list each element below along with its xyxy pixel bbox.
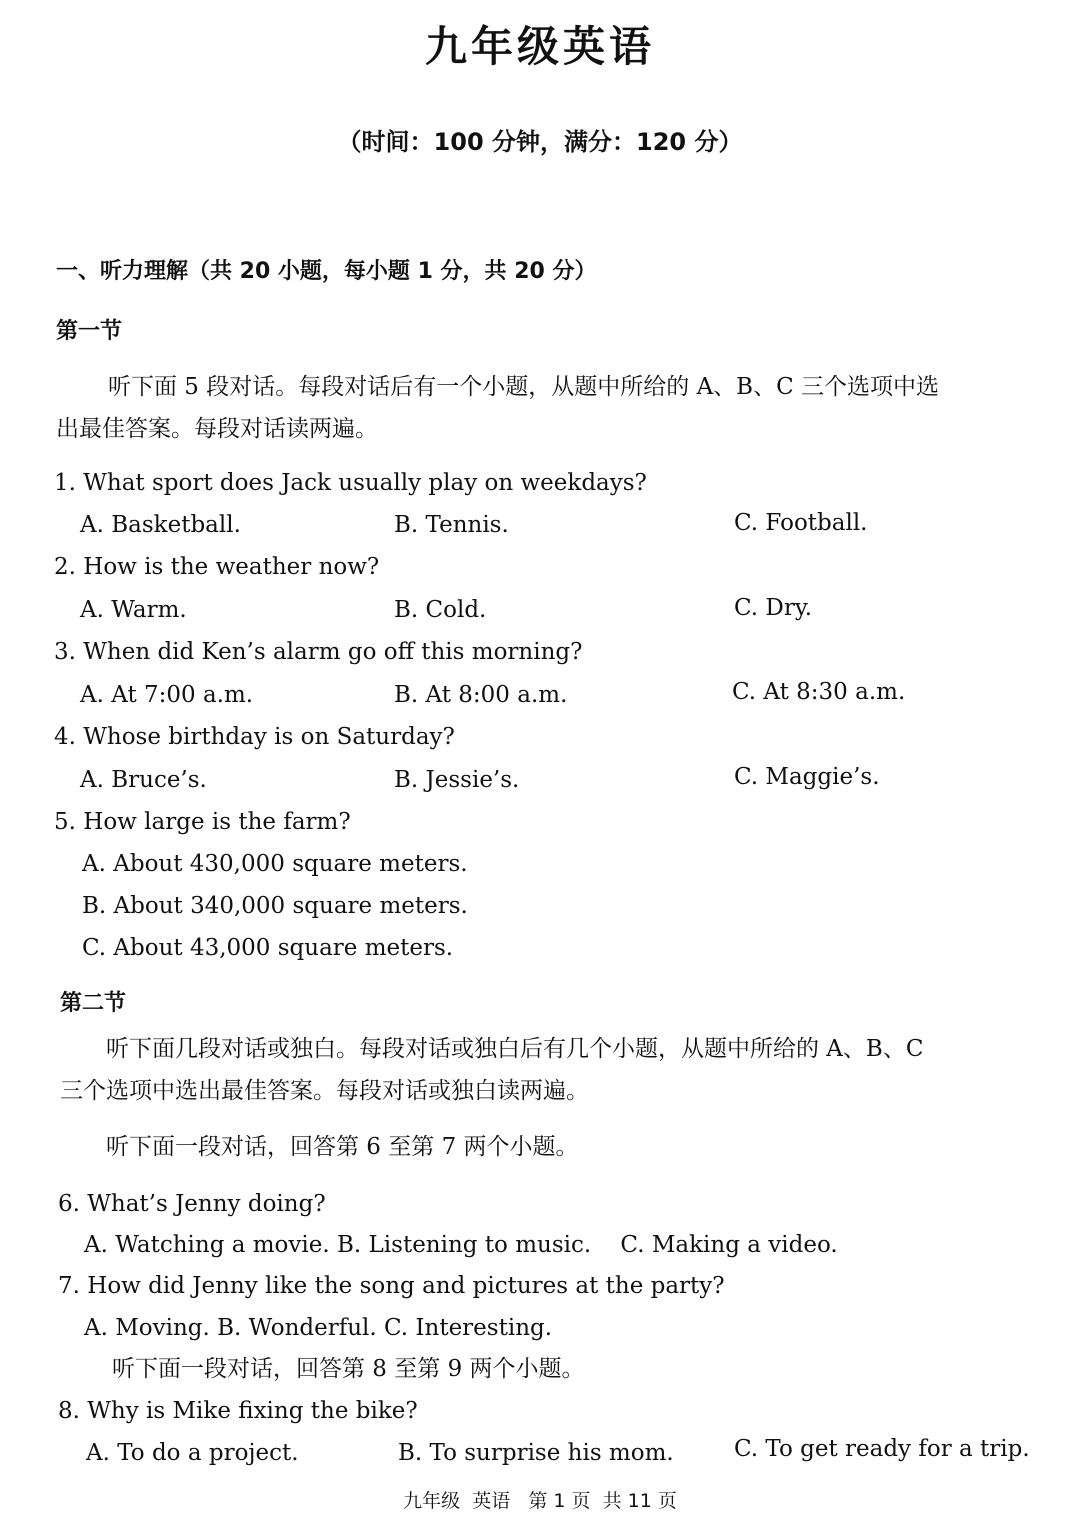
question-4-option-c: C. Maggie’s. <box>734 764 880 790</box>
question-8-option-a: A. To do a project. <box>86 1440 299 1466</box>
question-3: 3. When did Ken’s alarm go off this morning? <box>54 639 583 665</box>
dialogue-note-questions-8-9: 听下面一段对话，回答第 8 至第 9 两个小题。 <box>112 1356 585 1382</box>
page-footer: 九年级 英语 第 1 页 共 11 页 <box>403 1490 677 1512</box>
dialogue-note-questions-6-7: 听下面一段对话，回答第 6 至第 7 两个小题。 <box>106 1134 579 1160</box>
question-1-option-c: C. Football. <box>734 510 868 536</box>
section2-instruction-line1: 听下面几段对话或独白。每段对话或独白后有几个小题，从题中所给的 A、B、C <box>106 1036 924 1062</box>
question-4: 4. Whose birthday is on Saturday? <box>54 724 455 750</box>
question-8: 8. Why is Mike fixing the bike? <box>58 1398 418 1424</box>
section1-instruction-line1: 听下面 5 段对话。每段对话后有一个小题，从题中所给的 A、B、C 三个选项中选 <box>108 374 939 400</box>
question-7: 7. How did Jenny like the song and pictures at the party? <box>58 1273 725 1299</box>
section-label-1: 第一节 <box>56 319 123 344</box>
question-6: 6. What’s Jenny doing? <box>58 1191 326 1217</box>
question-2-option-a: A. Warm. <box>80 597 187 623</box>
section2-instruction-line2: 三个选项中选出最佳答案。每段对话或独白读两遍。 <box>60 1078 589 1104</box>
section-label-2: 第二节 <box>60 991 127 1016</box>
question-1-option-a: A. Basketball. <box>80 512 241 538</box>
question-5: 5. How large is the farm? <box>54 809 351 835</box>
question-8-option-c: C. To get ready for a trip. <box>734 1436 1030 1462</box>
question-1-option-b: B. Tennis. <box>394 512 509 538</box>
question-1: 1. What sport does Jack usually play on weekdays? <box>54 470 647 496</box>
question-8-option-b: B. To surprise his mom. <box>398 1440 674 1466</box>
part-heading-listening: 一、听力理解（共 20 小题，每小题 1 分，共 20 分） <box>56 259 597 284</box>
question-4-option-b: B. Jessie’s. <box>394 767 520 793</box>
question-2-option-c: C. Dry. <box>734 595 813 621</box>
question-7-options: A. Moving. B. Wonderful. C. Interesting. <box>84 1315 553 1341</box>
exam-title: 九年级英语 <box>424 22 655 71</box>
question-3-option-a: A. At 7:00 a.m. <box>80 682 254 708</box>
exam-time-and-score: （时间：100 分钟，满分：120 分） <box>337 128 743 156</box>
question-5-option-c: C. About 43,000 square meters. <box>82 935 454 961</box>
question-3-option-c: C. At 8:30 a.m. <box>732 679 906 705</box>
question-4-option-a: A. Bruce’s. <box>80 767 207 793</box>
question-2: 2. How is the weather now? <box>54 554 380 580</box>
question-6-options: A. Watching a movie. B. Listening to music. C. Making a video. <box>84 1232 838 1258</box>
question-2-option-b: B. Cold. <box>394 597 487 623</box>
question-5-option-a: A. About 430,000 square meters. <box>82 851 468 877</box>
section1-instruction-line2: 出最佳答案。每段对话读两遍。 <box>56 416 378 442</box>
question-5-option-b: B. About 340,000 square meters. <box>82 893 468 919</box>
question-3-option-b: B. At 8:00 a.m. <box>394 682 568 708</box>
